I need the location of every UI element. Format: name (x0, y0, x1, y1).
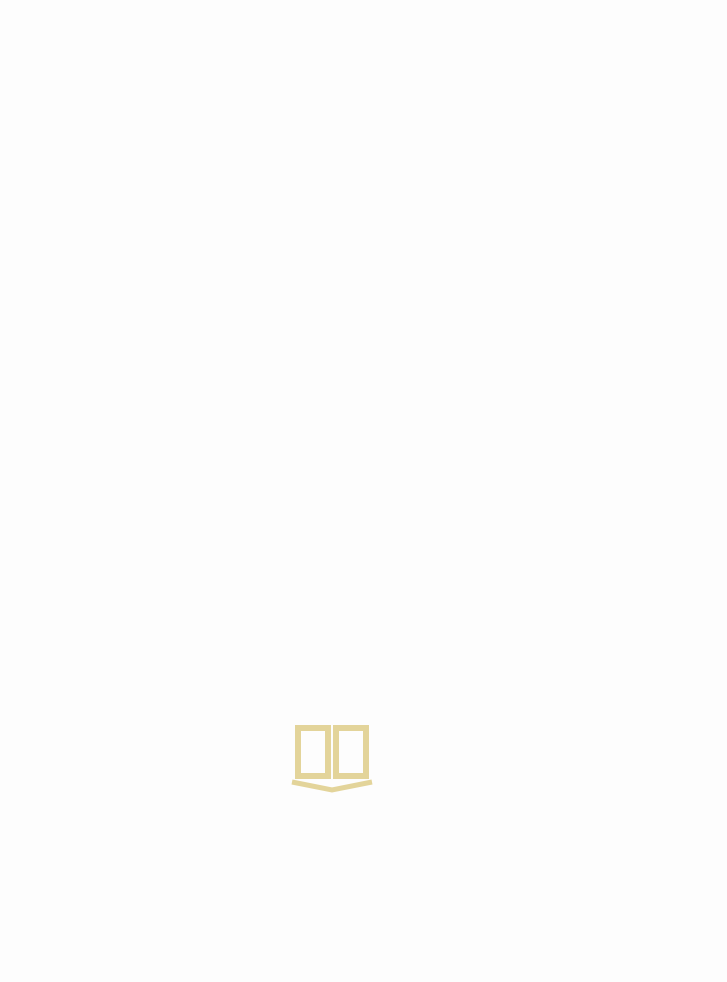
watermark-book-right-page (336, 728, 366, 776)
watermark-book-spine (292, 782, 372, 790)
watermark-book-left-page (298, 728, 328, 776)
watermark-book-logo (280, 712, 450, 862)
